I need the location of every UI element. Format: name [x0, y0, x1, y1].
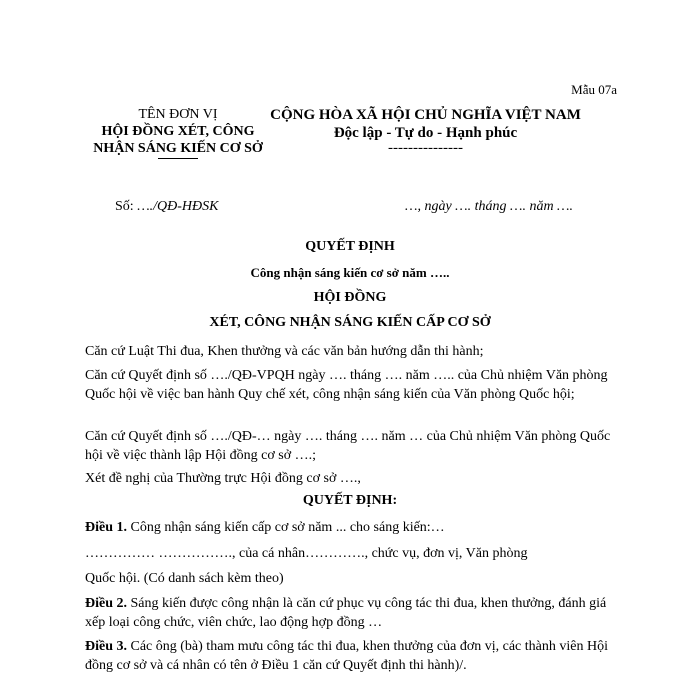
decision-subject: Công nhận sáng kiến cơ sở năm ….. [250, 265, 450, 280]
document-number-value: …./QĐ-HĐSK [133, 199, 219, 214]
council-name: HỘI ĐỒNG XÉT, CÔNG NHẬN SÁNG KIẾN CƠ SỞ [93, 124, 263, 156]
document-number-prefix: Số: [115, 199, 134, 214]
decides-heading: QUYẾT ĐỊNH: [302, 493, 398, 508]
unit-name: TÊN ĐƠN VỊ [138, 107, 218, 122]
article-3 [85, 637, 625, 675]
article-3-label: Điều 3. [85, 639, 127, 654]
national-motto: Độc lập - Tự do - Hạnh phúc [333, 125, 518, 141]
article-3-text: Các ông (bà) tham mưu công tác thi đua, khen thưởng của đơn vị, các thành viên Hội đồng cơ sở và cá nhân có tên ở Điều 1 căn cứ Quyết định thi hành)/. [85, 639, 608, 673]
article-1-text: Công nhận sáng kiến cấp cơ sở năm ... cho sáng kiến:… [127, 520, 445, 535]
council-title: HỘI ĐỒNG [313, 290, 387, 305]
council-full-title: XÉT, CÔNG NHẬN SÁNG KIẾN CẤP CƠ SỞ [209, 315, 491, 330]
preamble-item: Căn cứ Quyết định số …./QĐ-… ngày …. tháng …. năm … của Chủ nhiệm Văn phòng Quốc hội về việc thành lập Hội đồng cơ sở ….; [85, 429, 611, 463]
article-2-label: Điều 2. [85, 596, 127, 611]
document-number [115, 199, 218, 215]
article-1-label: Điều 1. [85, 520, 127, 535]
issuing-unit-header [88, 106, 268, 163]
article-1-line-2: …………… ……………., của cá nhân…………., chức vụ, đơn vị, Văn phòng [85, 546, 528, 561]
country-name: CỘNG HÒA XÃ HỘI CHỦ NGHĨA VIỆT NAM [270, 107, 581, 123]
motto-divider: --------------- [388, 140, 463, 156]
header-divider [158, 158, 198, 163]
issue-date: …, ngày …. tháng …. năm …. [405, 199, 574, 214]
article-1-line-3: Quốc hội. (Có danh sách kèm theo) [85, 571, 284, 586]
decision-title: QUYẾT ĐỊNH [305, 239, 395, 254]
article-1 [85, 518, 625, 537]
form-code: Mẫu 07a [571, 82, 617, 97]
preamble-item: Căn cứ Quyết định số …./QĐ-VPQH ngày …. tháng …. năm ….. của Chủ nhiệm Văn phòng Quốc hội về việc ban hành Quy chế xét, công nhận sáng kiến của Văn phòng Quốc hội; [85, 368, 608, 402]
article-2-text: Sáng kiến được công nhận là căn cứ phục vụ công tác thi đua, khen thưởng, đánh giá xếp loại công chức, viên chức, lao động hợp đồng … [85, 596, 607, 630]
article-2 [85, 594, 625, 632]
national-header [268, 106, 583, 154]
preamble-item: Căn cứ Luật Thi đua, Khen thưởng và các văn bản hướng dẫn thi hành; [85, 344, 484, 359]
preamble-item: Xét đề nghị của Thường trực Hội đồng cơ sở …., [85, 471, 361, 486]
